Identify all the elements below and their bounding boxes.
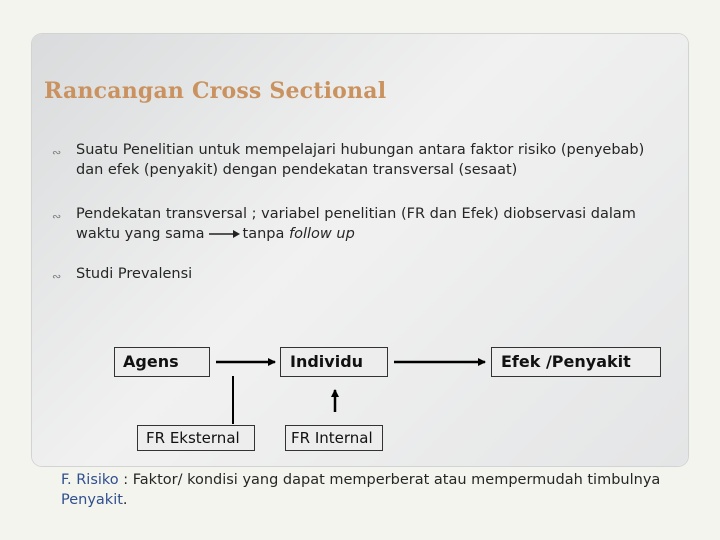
bullet-icon: ∾ — [52, 146, 62, 159]
bullet-icon: ∾ — [52, 210, 62, 223]
slide-title: Rancangan Cross Sectional — [44, 78, 387, 104]
bullet-text-1: Suatu Penelitian untuk mempelajari hubungan antara faktor risiko (penyebab) dan efek (penyakit) dengan pendekatan transversal (sesaat) — [76, 142, 645, 178]
definition-note — [61, 470, 701, 510]
bullet-text-2-after: tanpa — [242, 226, 290, 242]
bullet-icon: ∾ — [52, 270, 62, 283]
bullet-text-2-main: Pendekatan transversal ; variabel penelitian (FR dan Efek) diobservasi dalam waktu yang sama — [76, 206, 636, 242]
node-fr-eksternal: FR Eksternal — [137, 425, 255, 451]
note-term: F. Risiko — [61, 472, 119, 488]
node-individu: Individu — [280, 347, 388, 377]
node-fr-internal: FR Internal — [285, 425, 383, 451]
bullet-text-2-italic: follow up — [289, 226, 355, 242]
node-agens: Agens — [114, 347, 210, 377]
note-end: . — [122, 492, 128, 508]
note-definition: : Faktor/ kondisi yang dapat memperberat atau mempermudah timbulnya — [118, 472, 661, 488]
bullet-text-3: Studi Prevalensi — [76, 266, 193, 282]
note-highlight: Penyakit — [61, 492, 123, 508]
node-efek-penyakit: Efek /Penyakit — [491, 347, 661, 377]
